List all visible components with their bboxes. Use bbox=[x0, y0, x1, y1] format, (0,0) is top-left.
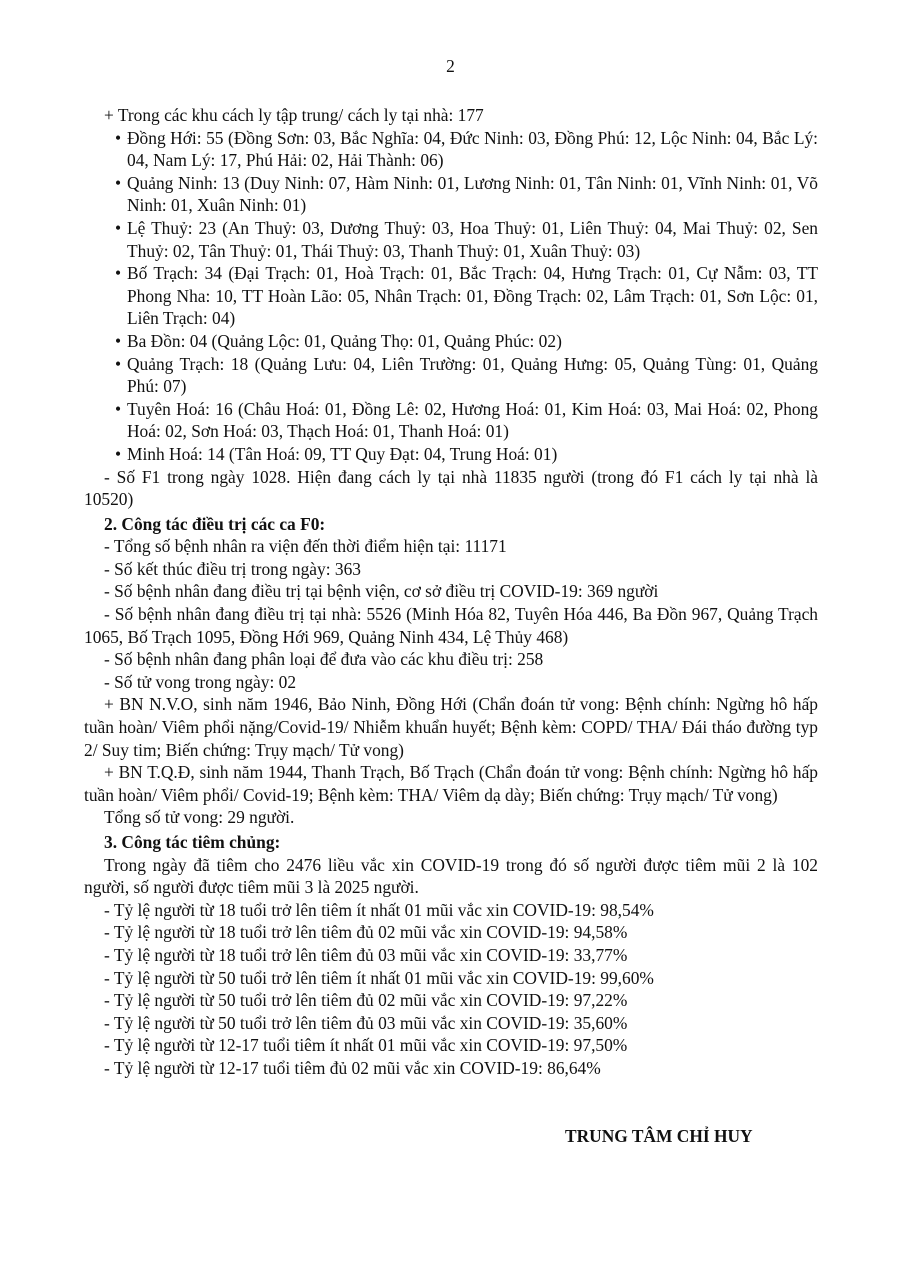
district-item: • Đồng Hới: 55 (Đồng Sơn: 03, Bắc Nghĩa: 04, Đức Ninh: 03, Đồng Phú: 12, Lộc Ninh: 04, Bắc Lý: 04, Nam Lý: 17, Phú Hải: 02, Hải Thành: 06) bbox=[115, 127, 818, 171]
vaccination-rate: - Tỷ lệ người từ 12-17 tuổi tiêm ít nhất 01 mũi vắc xin COVID-19: 97,50% bbox=[104, 1035, 628, 1056]
vaccination-rate: - Tỷ lệ người từ 50 tuổi trở lên tiêm đủ 03 mũi vắc xin COVID-19: 35,60% bbox=[104, 1012, 628, 1033]
isolation-intro: + Trong các khu cách ly tập trung/ cách ly tại nhà: 177 bbox=[104, 105, 484, 125]
bullet-icon: • bbox=[115, 330, 122, 351]
treatment-line: - Số bệnh nhân đang điều trị tại nhà: 5526 (Minh Hóa 82, Tuyên Hóa 446, Ba Đồn 967, Quảng Trạch 1065, Bố Trạch 1095, Đồng Hới 969, Quảng Ninh 434, Lệ Thủy 468) bbox=[84, 604, 818, 647]
district-list bbox=[84, 127, 818, 466]
bullet-icon: • bbox=[115, 127, 122, 148]
bullet-icon: • bbox=[115, 353, 122, 374]
bullet-icon: • bbox=[115, 443, 122, 464]
treatment-line: - Số tử vong trong ngày: 02 bbox=[104, 671, 297, 692]
district-item: • Ba Đồn: 04 (Quảng Lộc: 01, Quảng Thọ: 01, Quảng Phúc: 02) bbox=[115, 330, 562, 351]
district-item: • Bố Trạch: 34 (Đại Trạch: 01, Hoà Trạch: 01, Bắc Trạch: 04, Hưng Trạch: 01, Cự Nẫm: 03, TT Phong Nha: 10, TT Hoàn Lão: 05, Nhân Trạch: 01, Đồng Trạch: 02, Lâm Trạch: 01, Sơn Lộc: 01, Liên Trạch: 04) bbox=[115, 263, 818, 329]
treatment-line: - Số bệnh nhân đang phân loại để đưa vào các khu điều trị: 258 bbox=[104, 649, 544, 670]
vaccination-rate: - Tỷ lệ người từ 12-17 tuổi tiêm đủ 02 mũi vắc xin COVID-19: 86,64% bbox=[104, 1057, 601, 1078]
treatment-line: - Số bệnh nhân đang điều trị tại bệnh viện, cơ sở điều trị COVID-19: 369 người bbox=[104, 581, 659, 602]
bullet-icon: • bbox=[115, 217, 122, 238]
bullet-icon: • bbox=[115, 172, 122, 193]
vaccination-rate: - Tỷ lệ người từ 50 tuổi trở lên tiêm đủ 02 mũi vắc xin COVID-19: 97,22% bbox=[104, 990, 628, 1011]
f1-summary: - Số F1 trong ngày 1028. Hiện đang cách ly tại nhà 11835 người (trong đó F1 cách ly tại nhà là 10520) bbox=[84, 466, 818, 510]
death-total: Tổng số tử vong: 29 người. bbox=[104, 807, 295, 828]
district-item: • Lệ Thuỷ: 23 (An Thuỷ: 03, Dương Thuỷ: 03, Hoa Thuỷ: 01, Liên Thuỷ: 04, Mai Thuỷ: 02, Sen Thuỷ: 02, Tân Thuỷ: 01, Thái Thuỷ: 03, Thanh Thuỷ: 01, Xuân Thuỷ: 03) bbox=[115, 217, 818, 261]
vaccination-summary: Trong ngày đã tiêm cho 2476 liều vắc xin COVID-19 trong đó số người được tiêm mũi 2 là 102 người, số người được tiêm mũi 3 là 2025 người. bbox=[84, 854, 818, 898]
death-case: + BN N.V.O, sinh năm 1946, Bảo Ninh, Đồng Hới (Chẩn đoán tử vong: Bệnh chính: Ngừng hô hấp tuần hoàn/ Viêm phổi nặng/Covid-19/ Nhiễm khuẩn huyết; Bệnh kèm: COPD/ THA/ Đái tháo đường typ 2/ Suy tim; Biến chứng: Trụy mạch/ Tử vong) bbox=[84, 694, 818, 760]
signature-block: TRUNG TÂM CHỈ HUY bbox=[565, 1126, 753, 1146]
treatment-line: - Số kết thúc điều trị trong ngày: 363 bbox=[104, 558, 361, 579]
page-number: 2 bbox=[446, 56, 455, 76]
district-item: • Quảng Trạch: 18 (Quảng Lưu: 04, Liên Trường: 01, Quảng Hưng: 05, Quảng Tùng: 01, Quảng Phú: 07) bbox=[115, 353, 818, 397]
vaccination-rate: - Tỷ lệ người từ 50 tuổi trở lên tiêm ít nhất 01 mũi vắc xin COVID-19: 99,60% bbox=[104, 967, 654, 988]
vaccination-rate: - Tỷ lệ người từ 18 tuổi trở lên tiêm đủ 02 mũi vắc xin COVID-19: 94,58% bbox=[104, 922, 628, 943]
vaccination-rate: - Tỷ lệ người từ 18 tuổi trở lên tiêm đủ 03 mũi vắc xin COVID-19: 33,77% bbox=[104, 944, 628, 965]
bullet-icon: • bbox=[115, 398, 122, 419]
vaccination-rate: - Tỷ lệ người từ 18 tuổi trở lên tiêm ít nhất 01 mũi vắc xin COVID-19: 98,54% bbox=[104, 899, 654, 920]
bullet-icon: • bbox=[115, 263, 122, 284]
treatment-line: - Tổng số bệnh nhân ra viện đến thời điểm hiện tại: 11171 bbox=[104, 536, 507, 557]
district-item: • Quảng Ninh: 13 (Duy Ninh: 07, Hàm Ninh: 01, Lương Ninh: 01, Tân Ninh: 01, Vĩnh Ninh: 01, Võ Ninh: 01, Xuân Ninh: 01) bbox=[115, 172, 818, 216]
death-case: + BN T.Q.Đ, sinh năm 1944, Thanh Trạch, Bố Trạch (Chẩn đoán tử vong: Bệnh chính: Ngừng hô hấp tuần hoàn/ Viêm phổi/ Covid-19; Bệnh kèm: THA/ Viêm dạ dày; Biến chứng: Trụy mạch/ Tử vong) bbox=[84, 762, 818, 805]
district-item: • Tuyên Hoá: 16 (Châu Hoá: 01, Đồng Lê: 02, Hương Hoá: 01, Kim Hoá: 03, Mai Hoá: 02, Phong Hoá: 02, Sơn Hoá: 03, Thạch Hoá: 01, Thanh Hoá: 01) bbox=[115, 398, 818, 442]
district-item: • Minh Hoá: 14 (Tân Hoá: 09, TT Quy Đạt: 04, Trung Hoá: 01) bbox=[115, 443, 558, 464]
document-body bbox=[84, 104, 818, 1080]
vaccination-heading: 3. Công tác tiêm chủng: bbox=[104, 832, 281, 852]
treatment-heading: 2. Công tác điều trị các ca F0: bbox=[104, 513, 326, 534]
